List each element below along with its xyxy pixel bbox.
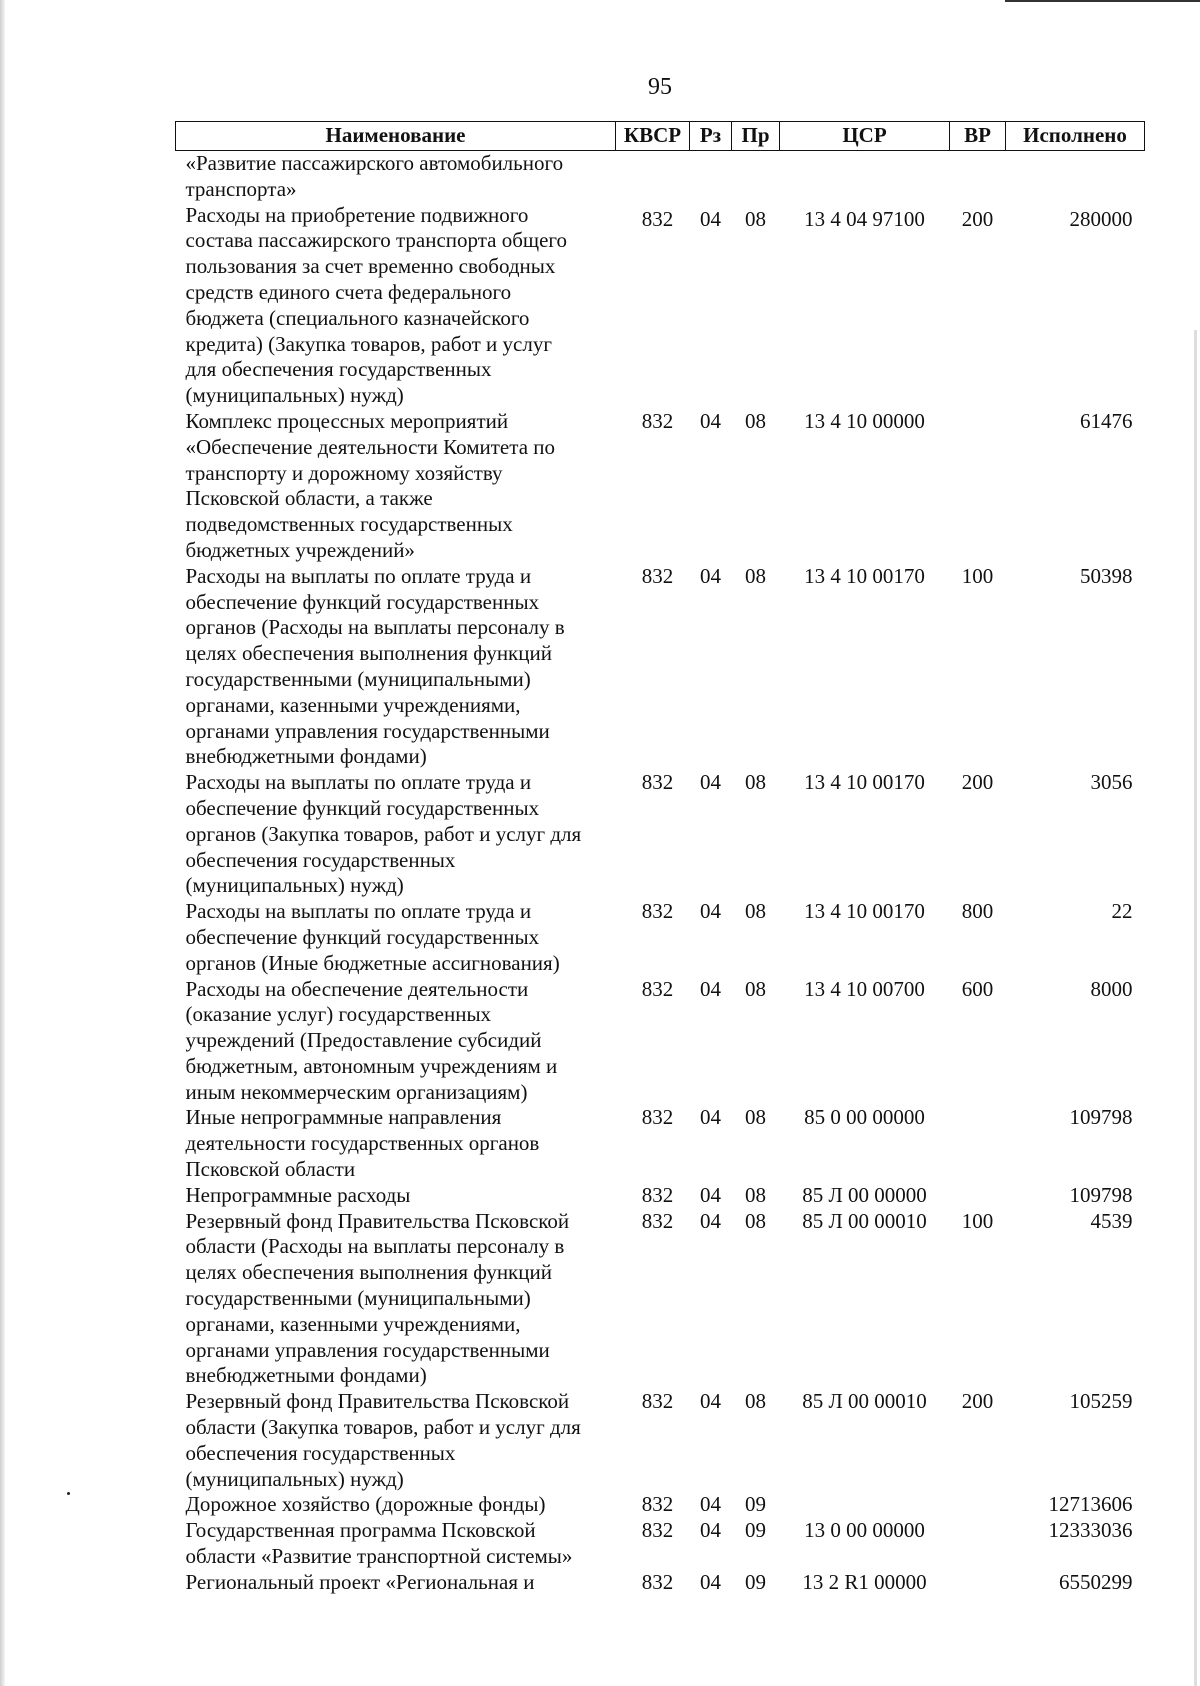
cell-pr: 08: [745, 1182, 766, 1207]
cell-kvsr: 832: [641, 1518, 674, 1543]
cell-executed: 22: [1111, 899, 1133, 924]
cell-vr: [950, 409, 1006, 564]
cell-csr: 13 2 R1 00000: [802, 1569, 927, 1594]
cell-vr: [950, 1183, 1006, 1209]
cell-name-line: Непрограммные расходы: [185, 1182, 411, 1207]
cell-pr: 09: [745, 1518, 766, 1543]
cell-name-line: бюджетным, автономным учреждениям и: [185, 1053, 558, 1078]
cell-csr: 13 4 10 00170: [804, 563, 925, 588]
cell-name-line: органами управления государственными: [185, 1337, 550, 1362]
cell-name: [176, 203, 616, 409]
cell-name-line: области (Расходы на выплаты персоналу в: [185, 1234, 565, 1259]
scan-edge-top: [1005, 0, 1200, 2]
cell-executed: 3056: [1090, 770, 1133, 795]
cell-vr: 100: [961, 1208, 994, 1233]
cell-pr: 08: [745, 976, 766, 1001]
cell-name-line: иным некоммерческим организациям): [185, 1079, 528, 1104]
cell-name-line: области «Развитие транспортной системы»: [185, 1544, 573, 1569]
cell-name-line: Расходы на приобретение подвижного: [185, 202, 529, 227]
cell-name: [176, 1105, 616, 1182]
cell-name-line: обеспечение функций государственных: [185, 795, 540, 820]
cell-executed: 8000: [1090, 976, 1133, 1001]
cell-name-line: органами, казенными учреждениями,: [185, 1311, 521, 1336]
cell-pr: 08: [745, 408, 766, 433]
table-row: [176, 899, 1145, 976]
cell-kvsr: 832: [641, 976, 674, 1001]
table-row: [176, 409, 1145, 564]
cell-executed: 6550299: [1059, 1569, 1133, 1594]
cell-kvsr: 832: [641, 899, 674, 924]
cell-name-line: (муниципальных) нужд): [185, 383, 404, 408]
cell-kvsr: 832: [641, 1389, 674, 1414]
table-row: [176, 1570, 1145, 1596]
cell-kvsr: 832: [641, 770, 674, 795]
cell-vr: 200: [961, 1389, 994, 1414]
cell-kvsr: 832: [641, 1569, 674, 1594]
table-row: [176, 770, 1145, 899]
cell-kvsr: 832: [641, 1208, 674, 1233]
cell-pr: 09: [745, 1492, 766, 1517]
cell-name-line: целях обеспечения выполнения функций: [185, 1260, 552, 1285]
table-row: [176, 1518, 1145, 1570]
cell-name-line: Псковской области, а также: [185, 486, 433, 511]
cell-pr: 08: [745, 563, 766, 588]
cell-rz: 04: [700, 206, 721, 231]
cell-csr: [780, 1492, 950, 1518]
cell-rz: 04: [700, 976, 721, 1001]
cell-name-line: Расходы на выплаты по оплате труда и: [185, 770, 532, 795]
cell-name-line: пользования за счет временно свободных: [185, 254, 556, 279]
cell-name-line: деятельности государственных органов: [185, 1131, 540, 1156]
cell-executed: 109798: [1069, 1105, 1133, 1130]
cell-executed: 12333036: [1048, 1518, 1133, 1543]
cell-name: [176, 977, 616, 1106]
cell-csr: 85 0 00 00000: [804, 1105, 925, 1130]
cell-kvsr: 832: [641, 206, 674, 231]
cell-name-line: органами управления государственными: [185, 718, 550, 743]
cell-rz: 04: [700, 1105, 721, 1130]
cell-name: [176, 1209, 616, 1390]
cell-name-line: состава пассажирского транспорта общего: [185, 228, 567, 253]
cell-name: [176, 770, 616, 899]
header-csr: ЦСР: [780, 122, 950, 151]
cell-rz: 04: [700, 563, 721, 588]
table-row: [176, 151, 1145, 203]
cell-name-line: Дорожное хозяйство (дорожные фонды): [185, 1492, 546, 1517]
table-row: [176, 203, 1145, 409]
cell-name-line: Комплекс процессных мероприятий: [185, 408, 509, 433]
cell-executed: 50398: [1080, 563, 1133, 588]
cell-csr: 85 Л 00 00010: [802, 1208, 927, 1233]
table-body: [176, 151, 1145, 1596]
cell-name: [176, 1183, 616, 1209]
cell-name: [176, 564, 616, 770]
cell-pr: 08: [745, 1105, 766, 1130]
cell-name-line: обеспечения государственных: [185, 1440, 456, 1465]
cell-pr: 08: [745, 899, 766, 924]
cell-name-line: учреждений (Предоставление субсидий: [185, 1028, 542, 1053]
page-number: 95: [648, 74, 672, 100]
cell-csr: 13 4 10 00700: [804, 976, 925, 1001]
cell-name-line: бюджета (специального казначейского: [185, 305, 530, 330]
cell-kvsr: 832: [641, 563, 674, 588]
cell-csr: [780, 151, 950, 203]
cell-name-line: Государственная программа Псковской: [185, 1518, 536, 1543]
table-header-row: [176, 122, 1145, 151]
cell-kvsr: 832: [641, 1492, 674, 1517]
cell-pr: 09: [745, 1569, 766, 1594]
cell-rz: 04: [700, 899, 721, 924]
table-row: [176, 1209, 1145, 1390]
cell-name: [176, 899, 616, 976]
cell-name-line: Расходы на выплаты по оплате труда и: [185, 899, 532, 924]
cell-name-line: обеспечение функций государственных: [185, 589, 540, 614]
cell-name-line: Резервный фонд Правительства Псковской: [185, 1389, 570, 1414]
cell-name-line: государственными (муниципальными): [185, 1286, 531, 1311]
cell-name-line: государственными (муниципальными): [185, 666, 531, 691]
cell-vr: 800: [961, 899, 994, 924]
cell-csr: 13 4 10 00170: [804, 899, 925, 924]
cell-name-line: кредита) (Закупка товаров, работ и услуг: [185, 331, 552, 356]
cell-vr: 100: [961, 563, 994, 588]
cell-vr: [950, 1518, 1006, 1570]
cell-rz: 04: [700, 770, 721, 795]
cell-executed: 12713606: [1048, 1492, 1133, 1517]
table-row: [176, 1492, 1145, 1518]
cell-vr: 600: [961, 976, 994, 1001]
cell-vr: [950, 1492, 1006, 1518]
cell-name-line: (муниципальных) нужд): [185, 1466, 404, 1491]
cell-name-line: органов (Расходы на выплаты персоналу в: [185, 615, 565, 640]
cell-executed: [1006, 151, 1145, 203]
cell-name: [176, 1570, 616, 1596]
cell-vr: [950, 1105, 1006, 1182]
cell-pr: 08: [745, 770, 766, 795]
cell-pr: 08: [745, 1208, 766, 1233]
cell-name-line: внебюджетными фондами): [185, 744, 427, 769]
budget-table: [175, 121, 1145, 1596]
scan-edge-right: [1194, 330, 1197, 1686]
cell-name: [176, 1518, 616, 1570]
cell-executed: 61476: [1080, 408, 1133, 433]
scan-speck: [67, 1492, 70, 1495]
table-row: [176, 1389, 1145, 1492]
cell-name: [176, 409, 616, 564]
cell-pr: [732, 151, 780, 203]
cell-vr: [950, 151, 1006, 203]
header-executed: Исполнено: [1006, 122, 1145, 151]
cell-name-line: органов (Иные бюджетные ассигнования): [185, 950, 560, 975]
cell-name: [176, 1492, 616, 1518]
cell-kvsr: 832: [641, 1182, 674, 1207]
cell-name-line: Резервный фонд Правительства Псковской: [185, 1208, 570, 1233]
cell-vr: [950, 1570, 1006, 1596]
cell-rz: [690, 151, 732, 203]
cell-name-line: внебюджетными фондами): [185, 1363, 427, 1388]
cell-vr: 200: [961, 770, 994, 795]
cell-rz: 04: [700, 1182, 721, 1207]
cell-rz: 04: [700, 1492, 721, 1517]
cell-csr: 13 0 00 00000: [804, 1518, 925, 1543]
cell-rz: 04: [700, 1389, 721, 1414]
cell-pr: 08: [745, 1389, 766, 1414]
cell-name-line: (муниципальных) нужд): [185, 873, 404, 898]
cell-executed: 105259: [1069, 1389, 1133, 1414]
header-name: Наименование: [176, 122, 616, 151]
cell-rz: 04: [700, 1569, 721, 1594]
cell-name-line: Расходы на обеспечение деятельности: [185, 976, 529, 1001]
cell-kvsr: [616, 151, 690, 203]
cell-name-line: целях обеспечения выполнения функций: [185, 641, 552, 666]
cell-name-line: Псковской области: [185, 1157, 356, 1182]
cell-rz: 04: [700, 1518, 721, 1543]
cell-name-line: бюджетных учреждений»: [185, 537, 415, 562]
cell-name-line: органами, казенными учреждениями,: [185, 692, 521, 717]
table-row: [176, 1105, 1145, 1182]
cell-name-line: подведомственных государственных: [185, 512, 513, 537]
cell-csr: 13 4 10 00000: [804, 408, 925, 433]
cell-name-line: органов (Закупка товаров, работ и услуг для: [185, 821, 582, 846]
cell-pr: 08: [745, 206, 766, 231]
cell-name-line: средств единого счета федерального: [185, 279, 512, 304]
cell-kvsr: 832: [641, 408, 674, 433]
cell-csr: 13 4 10 00170: [804, 770, 925, 795]
cell-rz: 04: [700, 1208, 721, 1233]
cell-executed: 280000: [1069, 206, 1133, 231]
cell-name-line: транспорта»: [185, 176, 297, 201]
cell-name: [176, 1389, 616, 1492]
header-vr: ВР: [950, 122, 1006, 151]
table-row: [176, 1183, 1145, 1209]
header-kvsr: КВСР: [616, 122, 690, 151]
cell-name: [176, 151, 616, 203]
cell-name-line: Иные непрограммные направления: [185, 1105, 502, 1130]
cell-rz: 04: [700, 408, 721, 433]
cell-executed: 109798: [1069, 1182, 1133, 1207]
cell-name-line: для обеспечения государственных: [185, 357, 492, 382]
table-row: [176, 977, 1145, 1106]
cell-csr: 13 4 04 97100: [804, 206, 925, 231]
cell-name-line: Расходы на выплаты по оплате труда и: [185, 563, 532, 588]
cell-name-line: обеспечение функций государственных: [185, 924, 540, 949]
cell-name-line: (оказание услуг) государственных: [185, 1002, 492, 1027]
header-rz: Рз: [690, 122, 732, 151]
cell-csr: 85 Л 00 00000: [802, 1182, 927, 1207]
cell-name-line: «Обеспечение деятельности Комитета по: [185, 434, 555, 459]
header-pr: Пр: [732, 122, 780, 151]
table-row: [176, 564, 1145, 770]
cell-name-line: «Развитие пассажирского автомобильного: [185, 151, 564, 175]
cell-name-line: обеспечения государственных: [185, 847, 456, 872]
cell-csr: 85 Л 00 00010: [802, 1389, 927, 1414]
cell-vr: 200: [961, 206, 994, 231]
cell-name-line: области (Закупка товаров, работ и услуг для: [185, 1415, 581, 1440]
scan-edge-left: [0, 0, 5, 1686]
cell-name-line: Региональный проект «Региональная и: [185, 1569, 535, 1594]
cell-executed: 4539: [1090, 1208, 1133, 1233]
cell-kvsr: 832: [641, 1105, 674, 1130]
budget-table-container: [175, 121, 1144, 1596]
cell-name-line: транспорту и дорожному хозяйству: [185, 460, 503, 485]
